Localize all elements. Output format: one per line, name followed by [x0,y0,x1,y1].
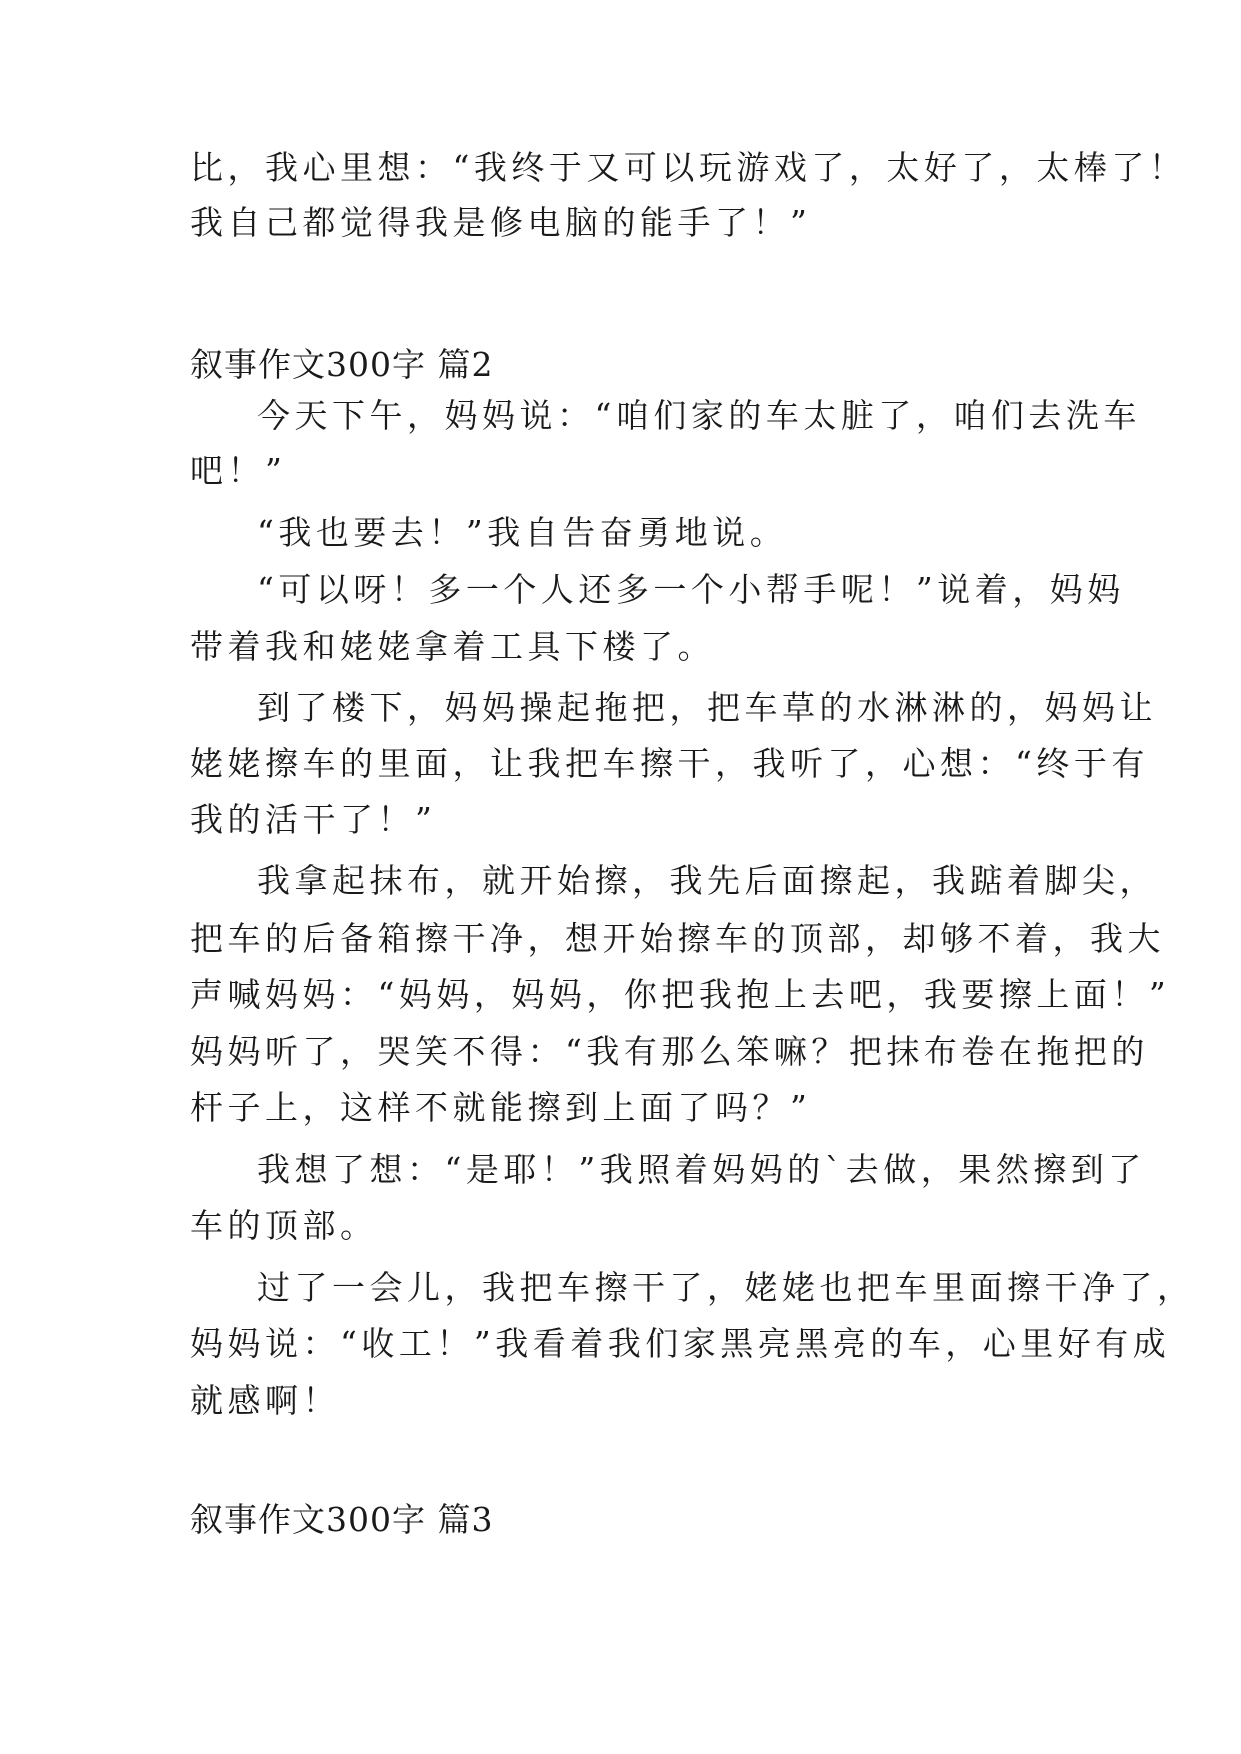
paragraph-line: 杆子上，这样不就能擦到上面了吗？” [190,1088,812,1127]
paragraph-line: “我也要去！”我自告奋勇地说。 [257,513,788,552]
paragraph-line: 吧！” [190,451,287,490]
paragraph-line: 就感啊！ [190,1381,340,1420]
section-heading: 叙事作文300字 篇3 [190,1500,494,1539]
paragraph-line: 妈妈说：“收工！”我看着我们家黑亮黑亮的车，心里好有成 [190,1324,1171,1363]
paragraph-line: “可以呀！多一个人还多一个小帮手呢！”说着，妈妈 [257,570,1125,609]
paragraph-line: 到了楼下，妈妈操起拖把，把车草的水淋淋的，妈妈让 [257,688,1157,727]
paragraph-line: 今天下午，妈妈说：“咱们家的车太脏了，咱们去洗车 [257,396,1141,435]
paragraph-line: 姥姥擦车的里面，让我把车擦干，我听了，心想：“终于有 [190,744,1149,783]
paragraph-line: 我的活干了！” [190,800,437,839]
paragraph-line: 车的顶部。 [190,1206,378,1245]
paragraph-line: 我拿起抹布，就开始擦，我先后面擦起，我踮着脚尖， [257,861,1157,900]
paragraph-line: 我想了想：“是耶！”我照着妈妈的`去做，果然擦到了 [257,1150,1146,1189]
paragraph-line: 把车的后备箱擦干净，想开始擦车的顶部，却够不着，我大 [190,919,1165,958]
paragraph-line: 妈妈听了，哭笑不得：“我有那么笨嘛？把抹布卷在拖把的 [190,1032,1149,1071]
paragraph-line: 过了一会儿，我把车擦干了，姥姥也把车里面擦干净了， [257,1268,1195,1307]
section-heading: 叙事作文300字 篇2 [190,345,494,384]
paragraph-line: 带着我和姥姥拿着工具下楼了。 [190,627,715,666]
text-line: 我自己都觉得我是修电脑的能手了！” [190,203,812,242]
text-line: 比，我心里想：“我终于又可以玩游戏了，太好了，太棒了！ [190,148,1187,187]
paragraph-line: 声喊妈妈：“妈妈，妈妈，你把我抱上去吧，我要擦上面！” [190,975,1171,1014]
